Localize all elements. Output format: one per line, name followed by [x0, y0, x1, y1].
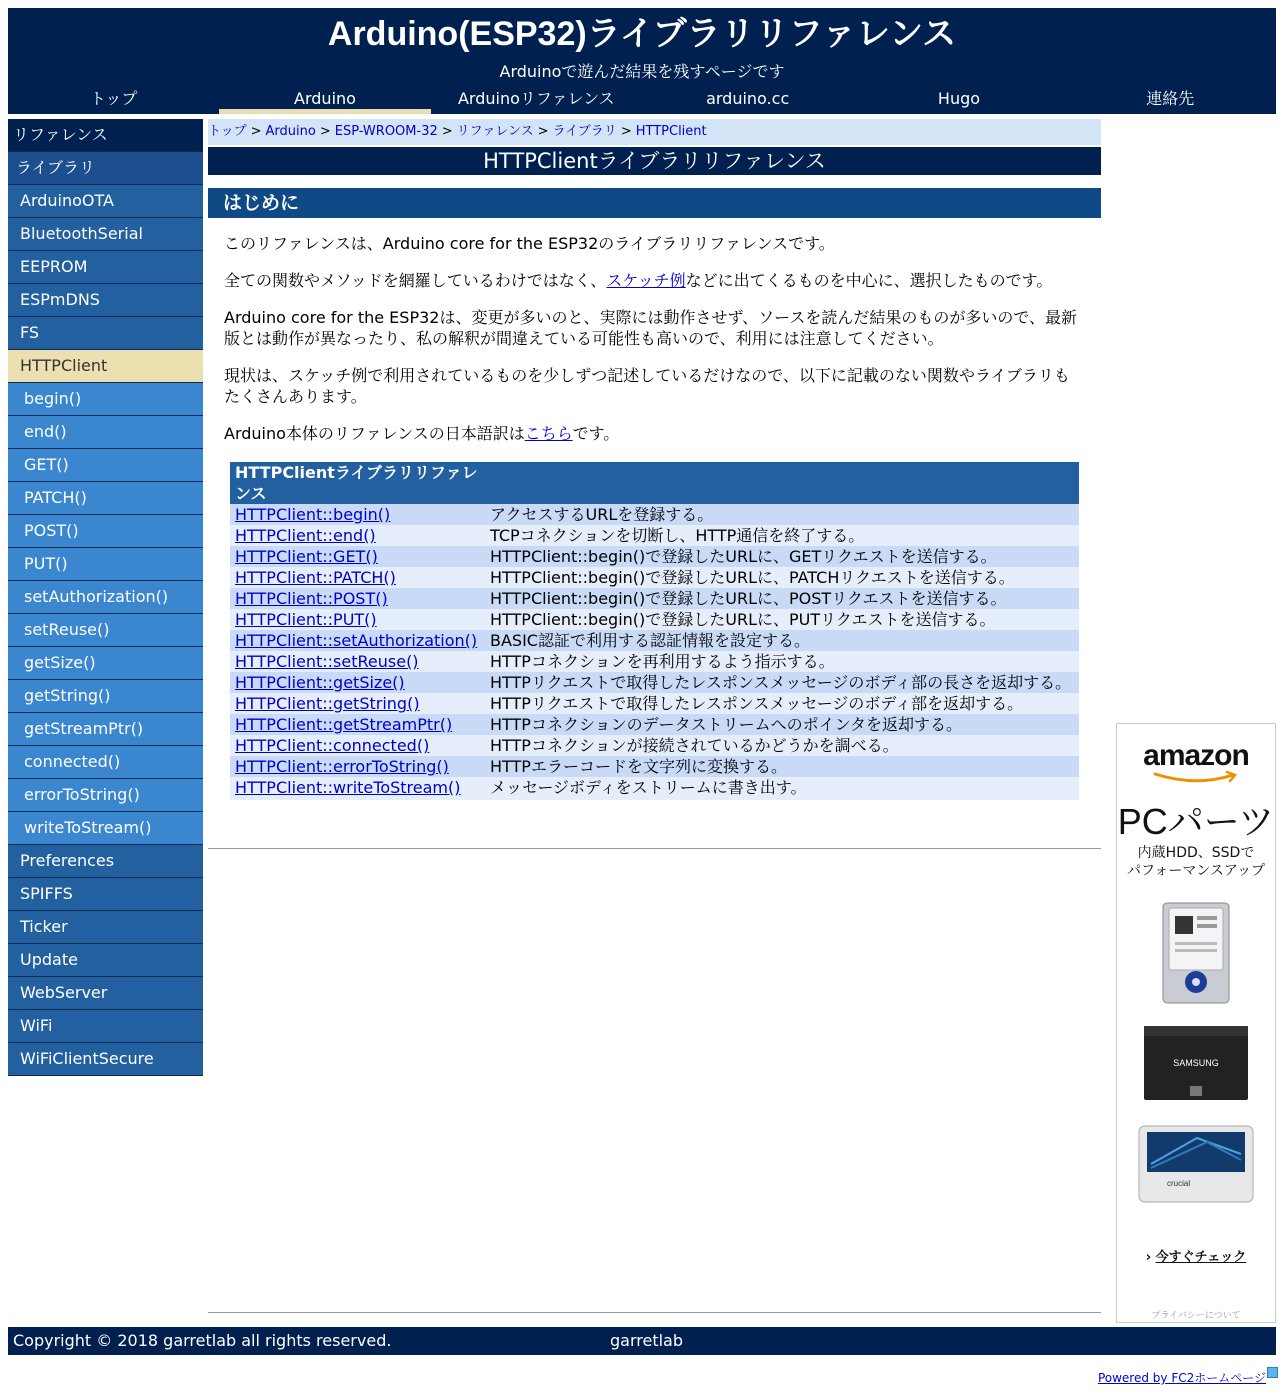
function-link[interactable]: HTTPClient::GET(): [235, 547, 378, 566]
samsung-brand: SAMSUNG: [1173, 1058, 1219, 1068]
function-link[interactable]: HTTPClient::PUT(): [235, 610, 377, 629]
function-name-cell: [230, 609, 485, 630]
function-description: HTTPClient::begin()で登録したURLに、GETリクエストを送信する。: [485, 546, 1079, 567]
table-row: [230, 714, 1079, 735]
nav-item-hugo[interactable]: Hugo: [937, 89, 981, 108]
sidebar-item-ライブラリ[interactable]: ライブラリ: [8, 152, 203, 185]
function-description: HTTPリクエストで取得したレスポンスメッセージのボディ部の長さを返却する。: [485, 672, 1079, 693]
breadcrumb-item-reference[interactable]: リファレンス: [456, 124, 534, 139]
function-link[interactable]: HTTPClient::connected(): [235, 736, 430, 755]
table-row: [230, 777, 1079, 800]
breadcrumb-separator: >: [441, 124, 453, 139]
site-subtitle: Arduinoで遊んだ結果を残すページです: [499, 62, 785, 81]
table-header-row: [230, 462, 1079, 504]
sidebar-item-getstreamptr[interactable]: getStreamPtr(): [8, 713, 203, 746]
scope-text-end: などに出てくるものを中心に、選択したものです。: [685, 271, 1053, 290]
sidebar-item-post[interactable]: POST(): [8, 515, 203, 548]
function-link[interactable]: HTTPClient::POST(): [235, 589, 388, 608]
function-link[interactable]: HTTPClient::PATCH(): [235, 568, 396, 587]
amazon-logo: amazon: [1143, 739, 1249, 772]
sidebar-item-espmdns[interactable]: ESPmDNS: [8, 284, 203, 317]
section-heading: はじめに: [208, 188, 1101, 218]
translation-link[interactable]: こちら: [524, 424, 573, 443]
amazon-smile-icon: [1153, 771, 1239, 785]
scope-text: 全ての関数やメソッドを網羅しているわけではなく、: [224, 271, 607, 290]
breadcrumb-separator: >: [250, 124, 262, 139]
function-description: HTTPリクエストで取得したレスポンスメッセージのボディ部を返却する。: [485, 693, 1079, 714]
function-link[interactable]: HTTPClient::getStreamPtr(): [235, 715, 453, 734]
site-header: [8, 8, 1276, 114]
sidebar-item-arduinoota[interactable]: ArduinoOTA: [8, 185, 203, 218]
check-now-link[interactable]: [1117, 1246, 1275, 1265]
sidebar-item-end[interactable]: end(): [8, 416, 203, 449]
function-name-cell: [230, 504, 485, 525]
fc2-icon: [1267, 1367, 1278, 1378]
function-description: HTTPClient::begin()で登録したURLに、PUTリクエストを送信する。: [485, 609, 1079, 630]
function-link[interactable]: HTTPClient::end(): [235, 526, 376, 545]
breadcrumb-item-arduino[interactable]: Arduino: [265, 124, 316, 139]
translation-paragraph: [224, 423, 1084, 444]
copyright-text: Copyright © 2018 garretlab all rights reserved.: [13, 1331, 392, 1350]
ad-subtext-line2: パフォーマンスアップ: [1127, 863, 1265, 879]
table-row: [230, 546, 1079, 567]
sidebar-item-preferences[interactable]: Preferences: [8, 845, 203, 878]
function-description: HTTPClient::begin()で登録したURLに、POSTリクエストを送信する。: [485, 588, 1079, 609]
translation-text-end: です。: [572, 424, 620, 443]
function-link[interactable]: HTTPClient::getSize(): [235, 673, 405, 692]
ad-privacy-link[interactable]: プライバシーについて: [1151, 1311, 1241, 1321]
function-description: HTTPClient::begin()で登録したURLに、PATCHリクエストを送信する。: [485, 567, 1079, 588]
nav-item-arduino-cc[interactable]: arduino.cc: [706, 89, 790, 108]
sidebar-item-webserver[interactable]: WebServer: [8, 977, 203, 1010]
function-link[interactable]: HTTPClient::setReuse(): [235, 652, 419, 671]
site-title[interactable]: Arduino(ESP32)ライブラリリファレンス: [327, 15, 957, 53]
function-description: TCPコネクションを切断し、HTTP通信を終了する。: [485, 525, 1079, 546]
table-row: [230, 504, 1079, 525]
check-now-label: 今すぐチェック: [1155, 1250, 1247, 1265]
function-link[interactable]: HTTPClient::getString(): [235, 694, 420, 713]
sidebar-item-fs[interactable]: FS: [8, 317, 203, 350]
sidebar-item-wifi[interactable]: WiFi: [8, 1010, 203, 1043]
footer-divider: [208, 1312, 1101, 1313]
table-row: [230, 693, 1079, 714]
hdd-product-image: [1161, 902, 1231, 1004]
sidebar-item-put[interactable]: PUT(): [8, 548, 203, 581]
sidebar-item-connected[interactable]: connected(): [8, 746, 203, 779]
chevron-right-icon: ›: [1145, 1250, 1152, 1265]
nav-item-arduino-reference[interactable]: Arduinoリファレンス: [457, 89, 615, 108]
function-description: HTTPエラーコードを文字列に変換する。: [485, 756, 1079, 777]
sidebar-item-update[interactable]: Update: [8, 944, 203, 977]
sketch-examples-link[interactable]: スケッチ例: [606, 271, 686, 290]
nav-item-top[interactable]: トップ: [89, 89, 138, 108]
ad-headline: PCパーツ: [1117, 801, 1275, 842]
function-link[interactable]: HTTPClient::errorToString(): [235, 757, 449, 776]
crucial-brand: crucial: [1167, 1179, 1191, 1188]
sidebar-item-get[interactable]: GET(): [8, 449, 203, 482]
table-header-desc: [485, 462, 1079, 504]
function-description: HTTPコネクションを再利用するよう指示する。: [485, 651, 1079, 672]
function-link[interactable]: HTTPClient::setAuthorization(): [235, 631, 478, 650]
function-description: メッセージボディをストリームに書き出す。: [485, 777, 1079, 800]
function-description: HTTPコネクションのデータストリームへのポインタを返却する。: [485, 714, 1079, 735]
main-content: [208, 119, 1101, 800]
sidebar-item-ticker[interactable]: Ticker: [8, 911, 203, 944]
nav-item-contact[interactable]: 連絡先: [1146, 89, 1195, 108]
content-divider: [208, 848, 1101, 849]
sidebar-item-getstring[interactable]: getString(): [8, 680, 203, 713]
sidebar-item-eeprom[interactable]: EEPROM: [8, 251, 203, 284]
function-name-cell: [230, 651, 485, 672]
breadcrumb-item-library[interactable]: ライブラリ: [552, 124, 617, 139]
sidebar-item-bluetoothserial[interactable]: BluetoothSerial: [8, 218, 203, 251]
function-name-cell: [230, 777, 485, 800]
amazon-ad-banner[interactable]: [1116, 723, 1276, 1323]
sidebar-item-begin[interactable]: begin(): [8, 383, 203, 416]
sidebar-item-writetostream[interactable]: writeToStream(): [8, 812, 203, 845]
function-name-cell: [230, 714, 485, 735]
sidebar: [8, 119, 203, 1076]
table-row: [230, 525, 1079, 546]
function-name-cell: [230, 567, 485, 588]
sidebar-item-リファレンス[interactable]: リファレンス: [8, 119, 203, 152]
table-row: [230, 588, 1079, 609]
sidebar-item-httpclient[interactable]: HTTPClient: [8, 350, 203, 383]
sidebar-item-getsize[interactable]: getSize(): [8, 647, 203, 680]
sidebar-item-errortostring[interactable]: errorToString(): [8, 779, 203, 812]
sidebar-item-setreuse[interactable]: setReuse(): [8, 614, 203, 647]
reference-table-body: [230, 504, 1079, 800]
scope-paragraph: [224, 270, 1084, 291]
breadcrumb-separator: >: [620, 124, 632, 139]
function-link[interactable]: HTTPClient::begin(): [235, 505, 391, 524]
table-row: [230, 756, 1079, 777]
function-name-cell: [230, 588, 485, 609]
function-description: BASIC認証で利用する認証情報を設定する。: [485, 630, 1079, 651]
function-description: アクセスするURLを登録する。: [485, 504, 1079, 525]
reference-table: [230, 462, 1079, 800]
function-name-cell: [230, 756, 485, 777]
function-link[interactable]: HTTPClient::writeToStream(): [235, 778, 461, 797]
breadcrumb-separator: >: [537, 124, 549, 139]
sidebar-item-setauthorization[interactable]: setAuthorization(): [8, 581, 203, 614]
sidebar-item-patch[interactable]: PATCH(): [8, 482, 203, 515]
sidebar-item-spiffs[interactable]: SPIFFS: [8, 878, 203, 911]
crucial-ssd-image: [1137, 1124, 1255, 1206]
samsung-ssd-image: [1142, 1024, 1250, 1106]
function-name-cell: [230, 672, 485, 693]
table-row: [230, 567, 1079, 588]
status-paragraph: 現状は、スケッチ例で利用されているものを少しずつ記述しているだけなので、以下に記載のない関数やライブラリもたくさんあります。: [224, 366, 1070, 406]
breadcrumb-separator: >: [319, 124, 331, 139]
table-row: [230, 630, 1079, 651]
site-footer: [8, 1327, 1276, 1355]
ad-subtext: [1117, 844, 1275, 880]
breadcrumb: [208, 119, 1101, 145]
translation-text: Arduino本体のリファレンスの日本語訳は: [224, 424, 525, 443]
function-description: HTTPコネクションが接続されているかどうかを調べる。: [485, 735, 1079, 756]
table-row: [230, 735, 1079, 756]
footer-site-link[interactable]: garretlab: [610, 1331, 684, 1350]
caution-paragraph: Arduino core for the ESP32は、変更が多いのと、実際には動作させず、ソースを読んだ結果のものが多いので、最新版とは動作が異なったり、私の解釈が間違えている可能性も高いので、利用には注意してください。: [224, 308, 1078, 348]
function-name-cell: [230, 525, 485, 546]
top-navigation: [8, 86, 1276, 114]
powered-by-link[interactable]: Powered by FC2ホームページ: [1097, 1371, 1266, 1385]
table-row: [230, 609, 1079, 630]
page-title: HTTPClientライブラリリファレンス: [208, 147, 1101, 175]
breadcrumb-item-httpclient[interactable]: HTTPClient: [635, 124, 707, 139]
breadcrumb-item-esp-wroom-32[interactable]: ESP-WROOM-32: [334, 124, 438, 139]
table-row: [230, 672, 1079, 693]
table-header: HTTPClientライブラリリファレンス: [230, 462, 485, 504]
intro-paragraph: このリファレンスは、Arduino core for the ESP32のライブラリリファレンスです。: [224, 234, 835, 253]
function-name-cell: [230, 546, 485, 567]
function-name-cell: [230, 693, 485, 714]
function-name-cell: [230, 630, 485, 651]
sidebar-item-wificlientsecure[interactable]: WiFiClientSecure: [8, 1043, 203, 1076]
function-name-cell: [230, 735, 485, 756]
table-row: [230, 651, 1079, 672]
breadcrumb-item-top[interactable]: トップ: [208, 124, 247, 139]
nav-item-arduino[interactable]: Arduino: [219, 86, 430, 114]
ad-subtext-line1: 内蔵HDD、SSDで: [1137, 845, 1255, 861]
